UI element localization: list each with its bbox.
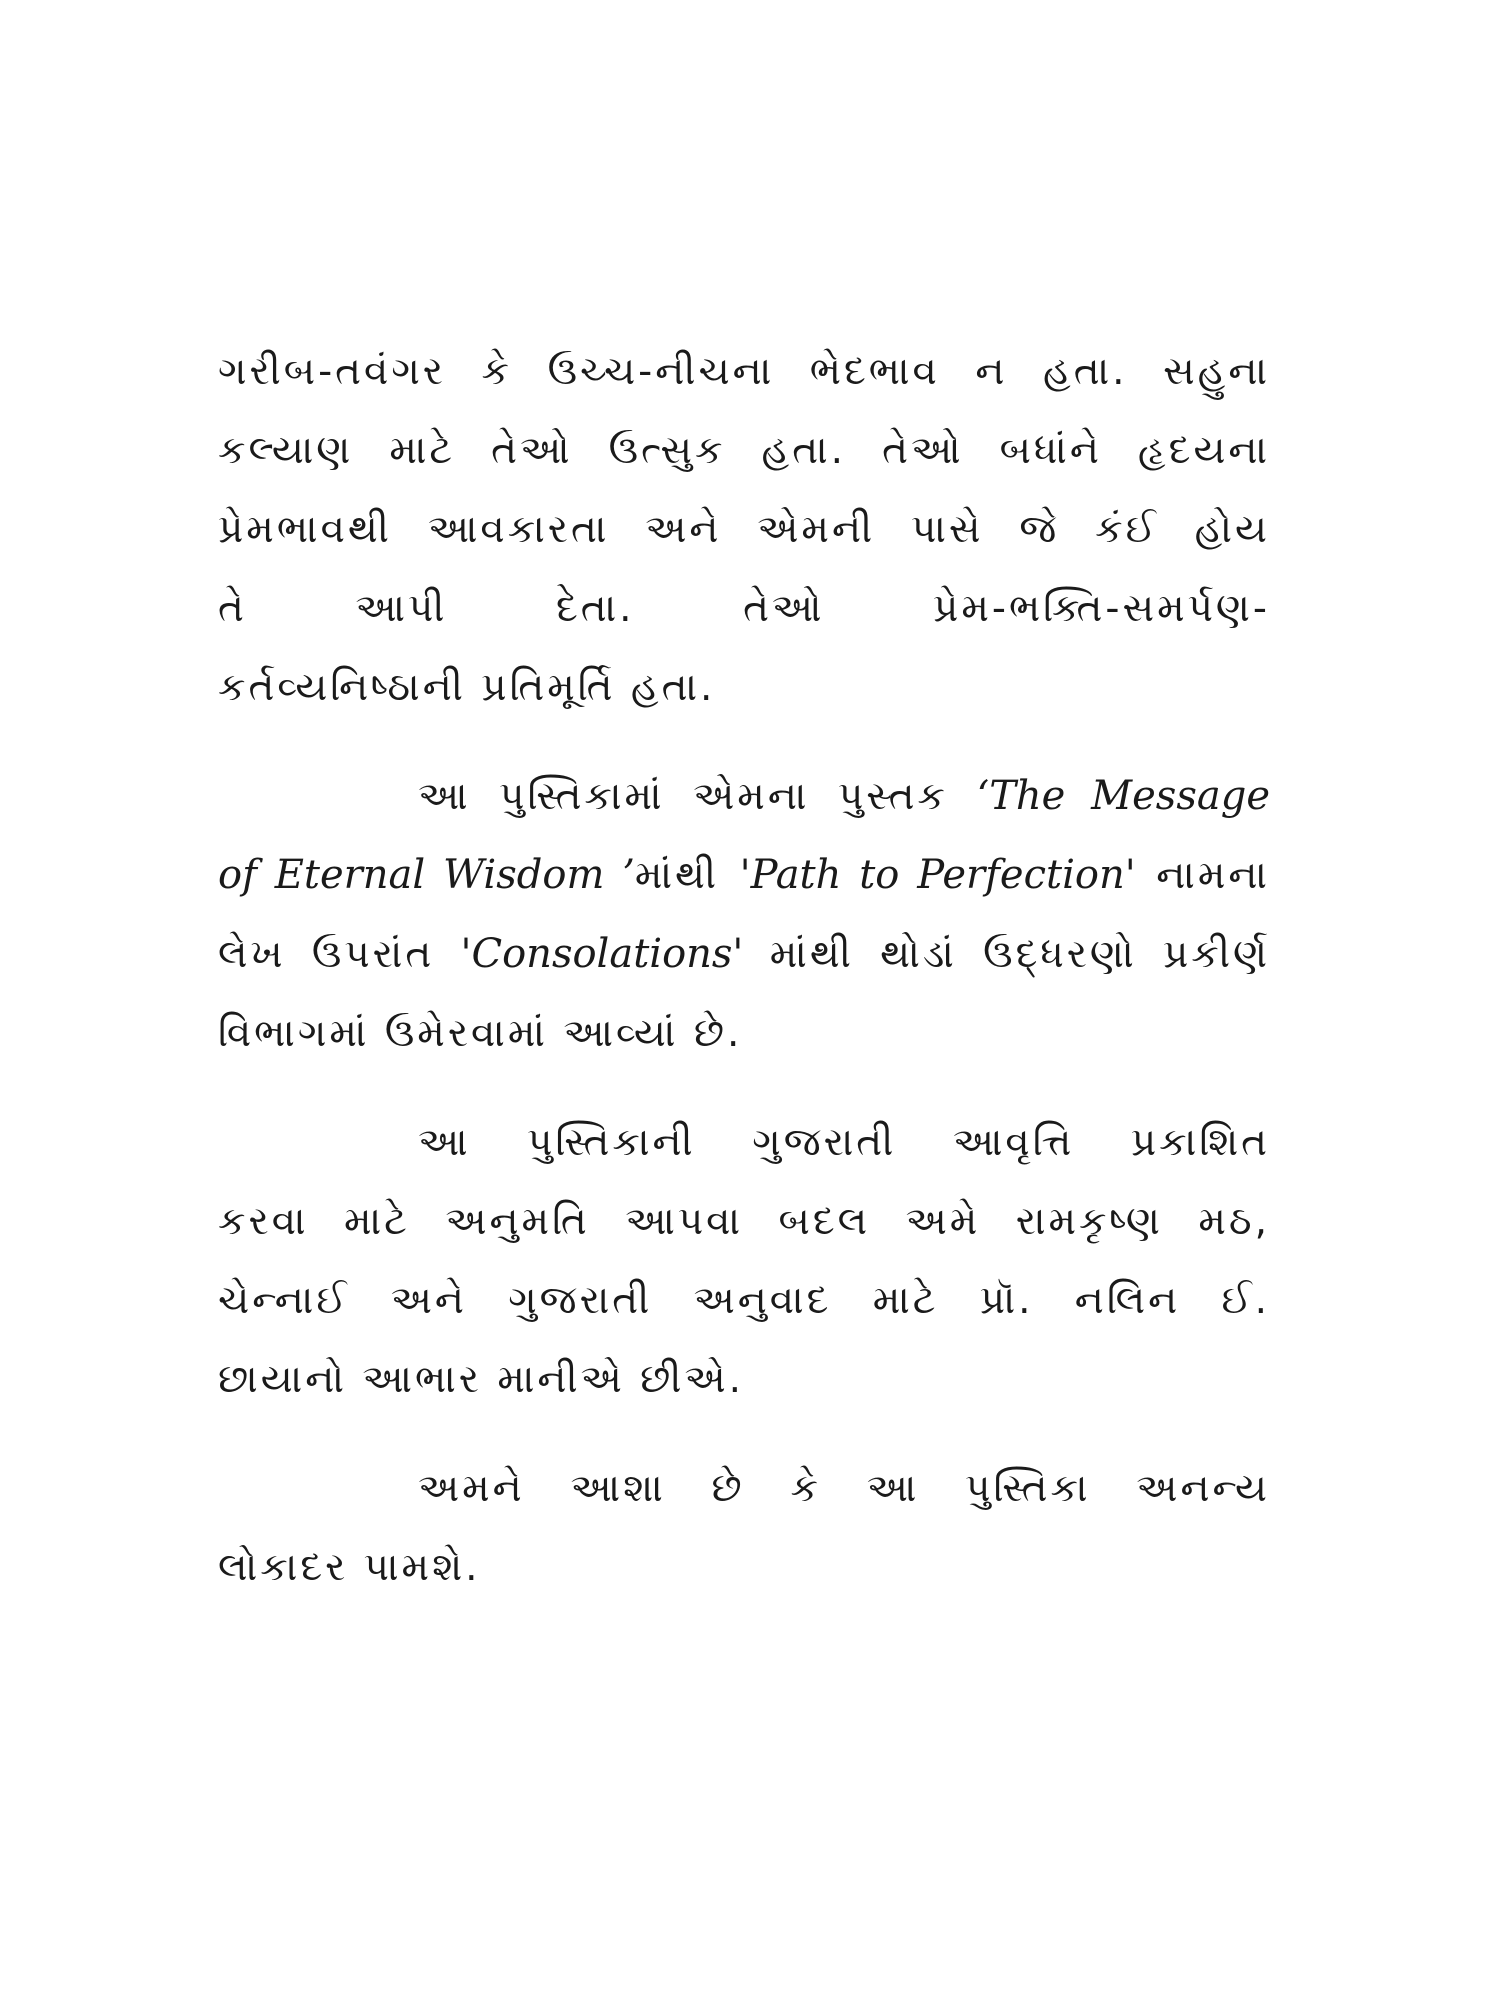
text-line	[218, 994, 1270, 1073]
text-line: કર્તવ્યનિષ્ઠાની પ્રતિમૂર્તિ હતા.	[218, 665, 716, 710]
text-segment: માંથી થોડાં ઉદ્ધરણો પ્રકીર્ણ	[743, 932, 1270, 977]
text-line: ગરીબ-તવંગર કે ઉચ્ચ-નીચના ભેદભાવ ન હતા. સહુના	[218, 349, 1270, 394]
text-line: ચેન્નાઈ અને ગુજરાતી અનુવાદ માટે પ્રૉ. નલિન ઈ.	[218, 1278, 1270, 1323]
chapter-title-segment: 'Consolations'	[460, 931, 744, 977]
text-line: છાયાનો આભાર માનીએ છીએ.	[218, 1357, 745, 1402]
paragraph-intro	[218, 332, 1270, 727]
paragraph-acknowledgement	[218, 1103, 1270, 1419]
body-text	[218, 332, 1270, 1607]
text-line: આ પુસ્તિકાની ગુજરાતી આવૃત્તિ પ્રકાશિત	[418, 1120, 1270, 1165]
text-line	[218, 915, 1270, 994]
text-line	[218, 757, 1270, 836]
book-title-segment: of Eternal Wisdom ’	[218, 852, 635, 898]
text-segment: લેખ ઉપરાંત	[218, 932, 461, 977]
text-line: અમને આશા છે કે આ પુસ્તિકા અનન્ય	[418, 1466, 1270, 1511]
text-line: કરવા માટે અનુમતિ આપવા બદલ અમે રામકૃષ્ણ મઠ,	[218, 1199, 1270, 1244]
book-title-segment: ‘The Message	[976, 773, 1270, 819]
text-line: કલ્યાણ માટે તેઓ ઉત્સુક હતા. તેઓ બધાંને હૃદયના	[218, 428, 1270, 473]
chapter-title-segment: 'Path to Perfection'	[739, 852, 1136, 898]
paragraph-book-source	[218, 757, 1270, 1073]
paragraph-closing	[218, 1449, 1270, 1607]
text-line: તે આપી દેતા. તેઓ પ્રેમ-ભક્તિ-સમર્પણ-	[218, 586, 1270, 631]
text-segment: માંથી	[634, 853, 740, 898]
text-segment: નામના	[1135, 853, 1270, 898]
text-line: પ્રેમભાવથી આવકારતા અને એમની પાસે જે કંઈ હોય	[218, 507, 1270, 552]
text-line: લોકાદર પામશે.	[218, 1545, 481, 1590]
text-segment: વિભાગમાં ઉમેરવામાં આવ્યાં છે.	[218, 1011, 743, 1056]
text-segment: આ પુસ્તિકામાં એમના પુસ્તક	[418, 774, 977, 819]
text-line	[218, 836, 1270, 915]
